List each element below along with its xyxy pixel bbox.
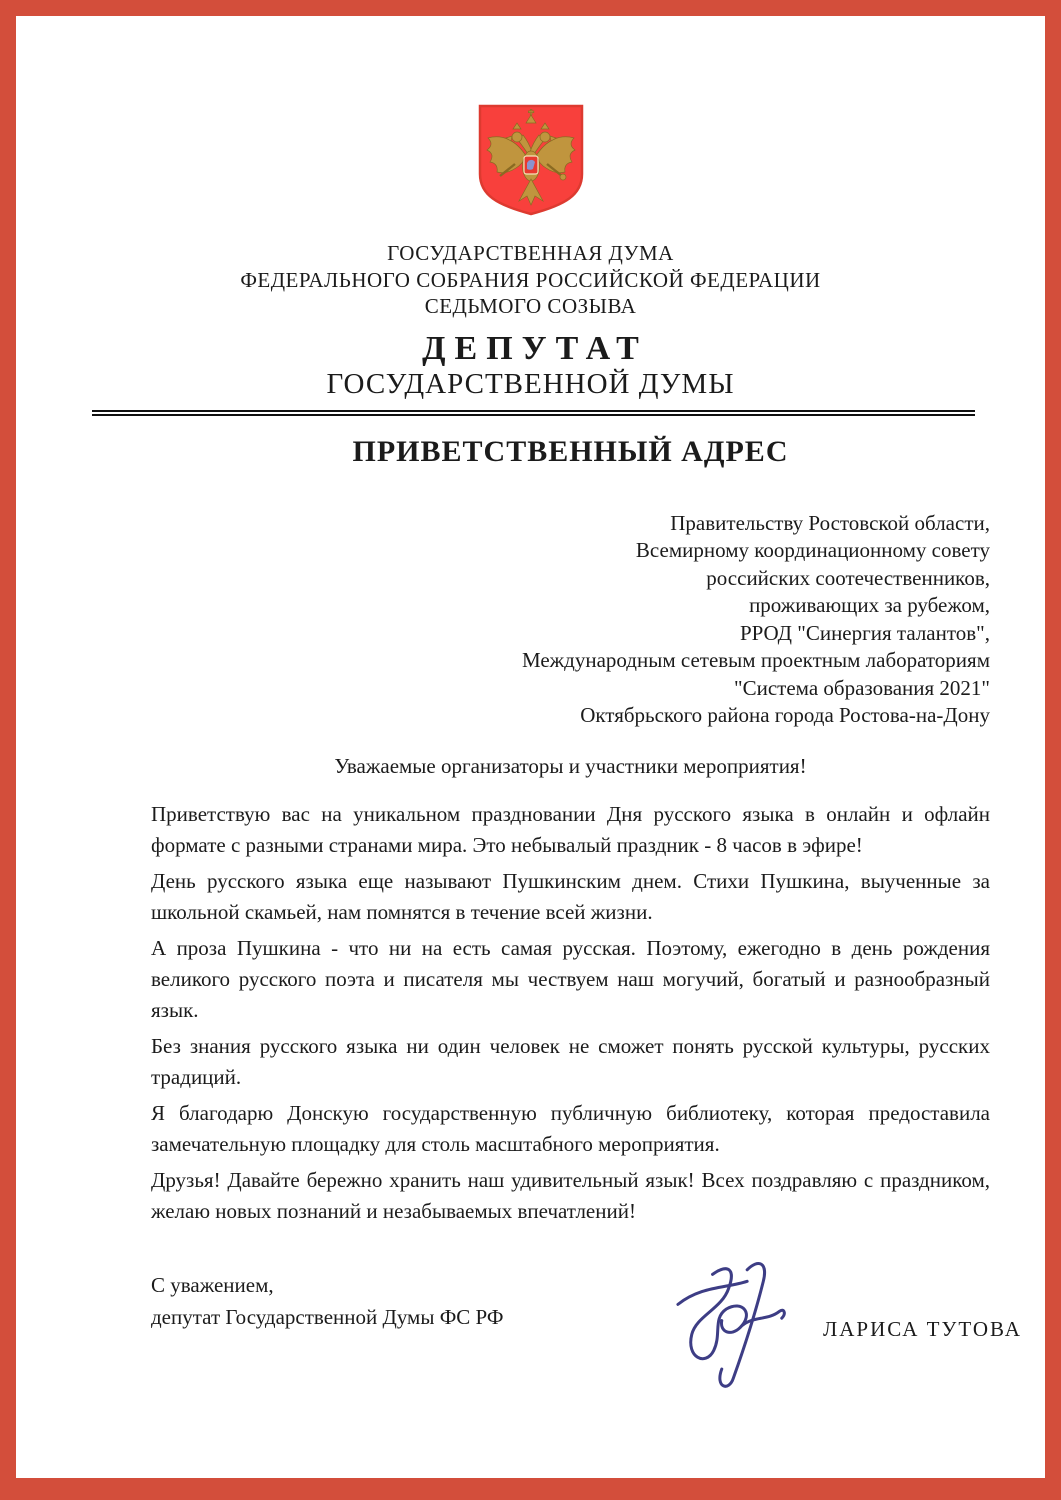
salutation-line: Уважаемые организаторы и участники мероприятия! [334,753,807,778]
closing-block [151,1269,1022,1429]
paragraph: Друзья! Давайте бережно хранить наш удивительный язык! Всех поздравляю с праздником, желаю новых познаний и незабываемых впечатлений! [151,1167,990,1223]
recipient-line: Международным сетевым проектным лабораториям [521,648,990,672]
recipient-line: РРОД "Синергия талантов", [739,620,990,645]
paragraph: Я благодарю Донскую государственную публичную библиотеку, которая предоставила замечательную площадку для столь масштабного мероприятия. [151,1100,990,1156]
recipient-line: российских соотечественников, [706,565,990,590]
recipient-line: "Система образования 2021" [734,675,990,700]
document-title: ПРИВЕТСТВЕННЫЙ АДРЕС [352,434,789,468]
letterhead-org-block [16,240,1045,320]
paragraph: День русского языка еще называют Пушкинским днем. Стихи Пушкина, выученные за школьной скамьей, нам помнятся в течение всей жизни. [151,868,990,924]
coat-of-arms-icon [476,104,586,216]
role-subtitle: ГОСУДАРСТВЕННОЙ ДУМЫ [326,367,735,400]
recipient-line: проживающих за рубежом, [749,593,990,617]
paragraph: Приветствую вас на уникальном праздновании Дня русского языка в онлайн и офлайн формате с разными странами мира. Это небывалый праздник - 8 часов в эфире! [151,801,990,857]
role-title: ДЕПУТАТ [422,329,648,367]
org-line-2: ФЕДЕРАЛЬНОГО СОБРАНИЯ РОССИЙСКОЙ ФЕДЕРАЦИИ [240,267,821,292]
horizontal-divider [92,410,975,416]
letter-body [151,434,1022,1429]
recipient-line: Всемирному координационному совету [635,538,990,562]
handwritten-signature-icon [656,1249,806,1399]
recipient-line: Правительству Ростовской области, [670,510,990,535]
closing-role-line: депутат Государственной Думы ФС РФ [151,1304,504,1329]
closing-respect-line: С уважением, [151,1272,274,1297]
org-line-3: СЕДЬМОГО СОЗЫВА [424,294,637,318]
paragraph: А проза Пушкина - что ни на есть самая русская. Поэтому, ежегодно в день рождения великого русского поэта и писателя мы чествуем наш могучий, богатый и разнообразный язык. [151,935,990,1022]
org-line-1: ГОСУДАРСТВЕННАЯ ДУМА [387,241,674,265]
recipients-block [151,510,990,730]
paragraphs-block [151,799,990,1227]
paragraph: Без знания русского языка ни один человек не сможет понять русской культуры, русских традиций. [151,1033,990,1089]
signer-name: ЛАРИСА ТУТОВА [823,1316,1022,1341]
recipient-line: Октябрьского района города Ростова-на-Дону [580,703,990,727]
